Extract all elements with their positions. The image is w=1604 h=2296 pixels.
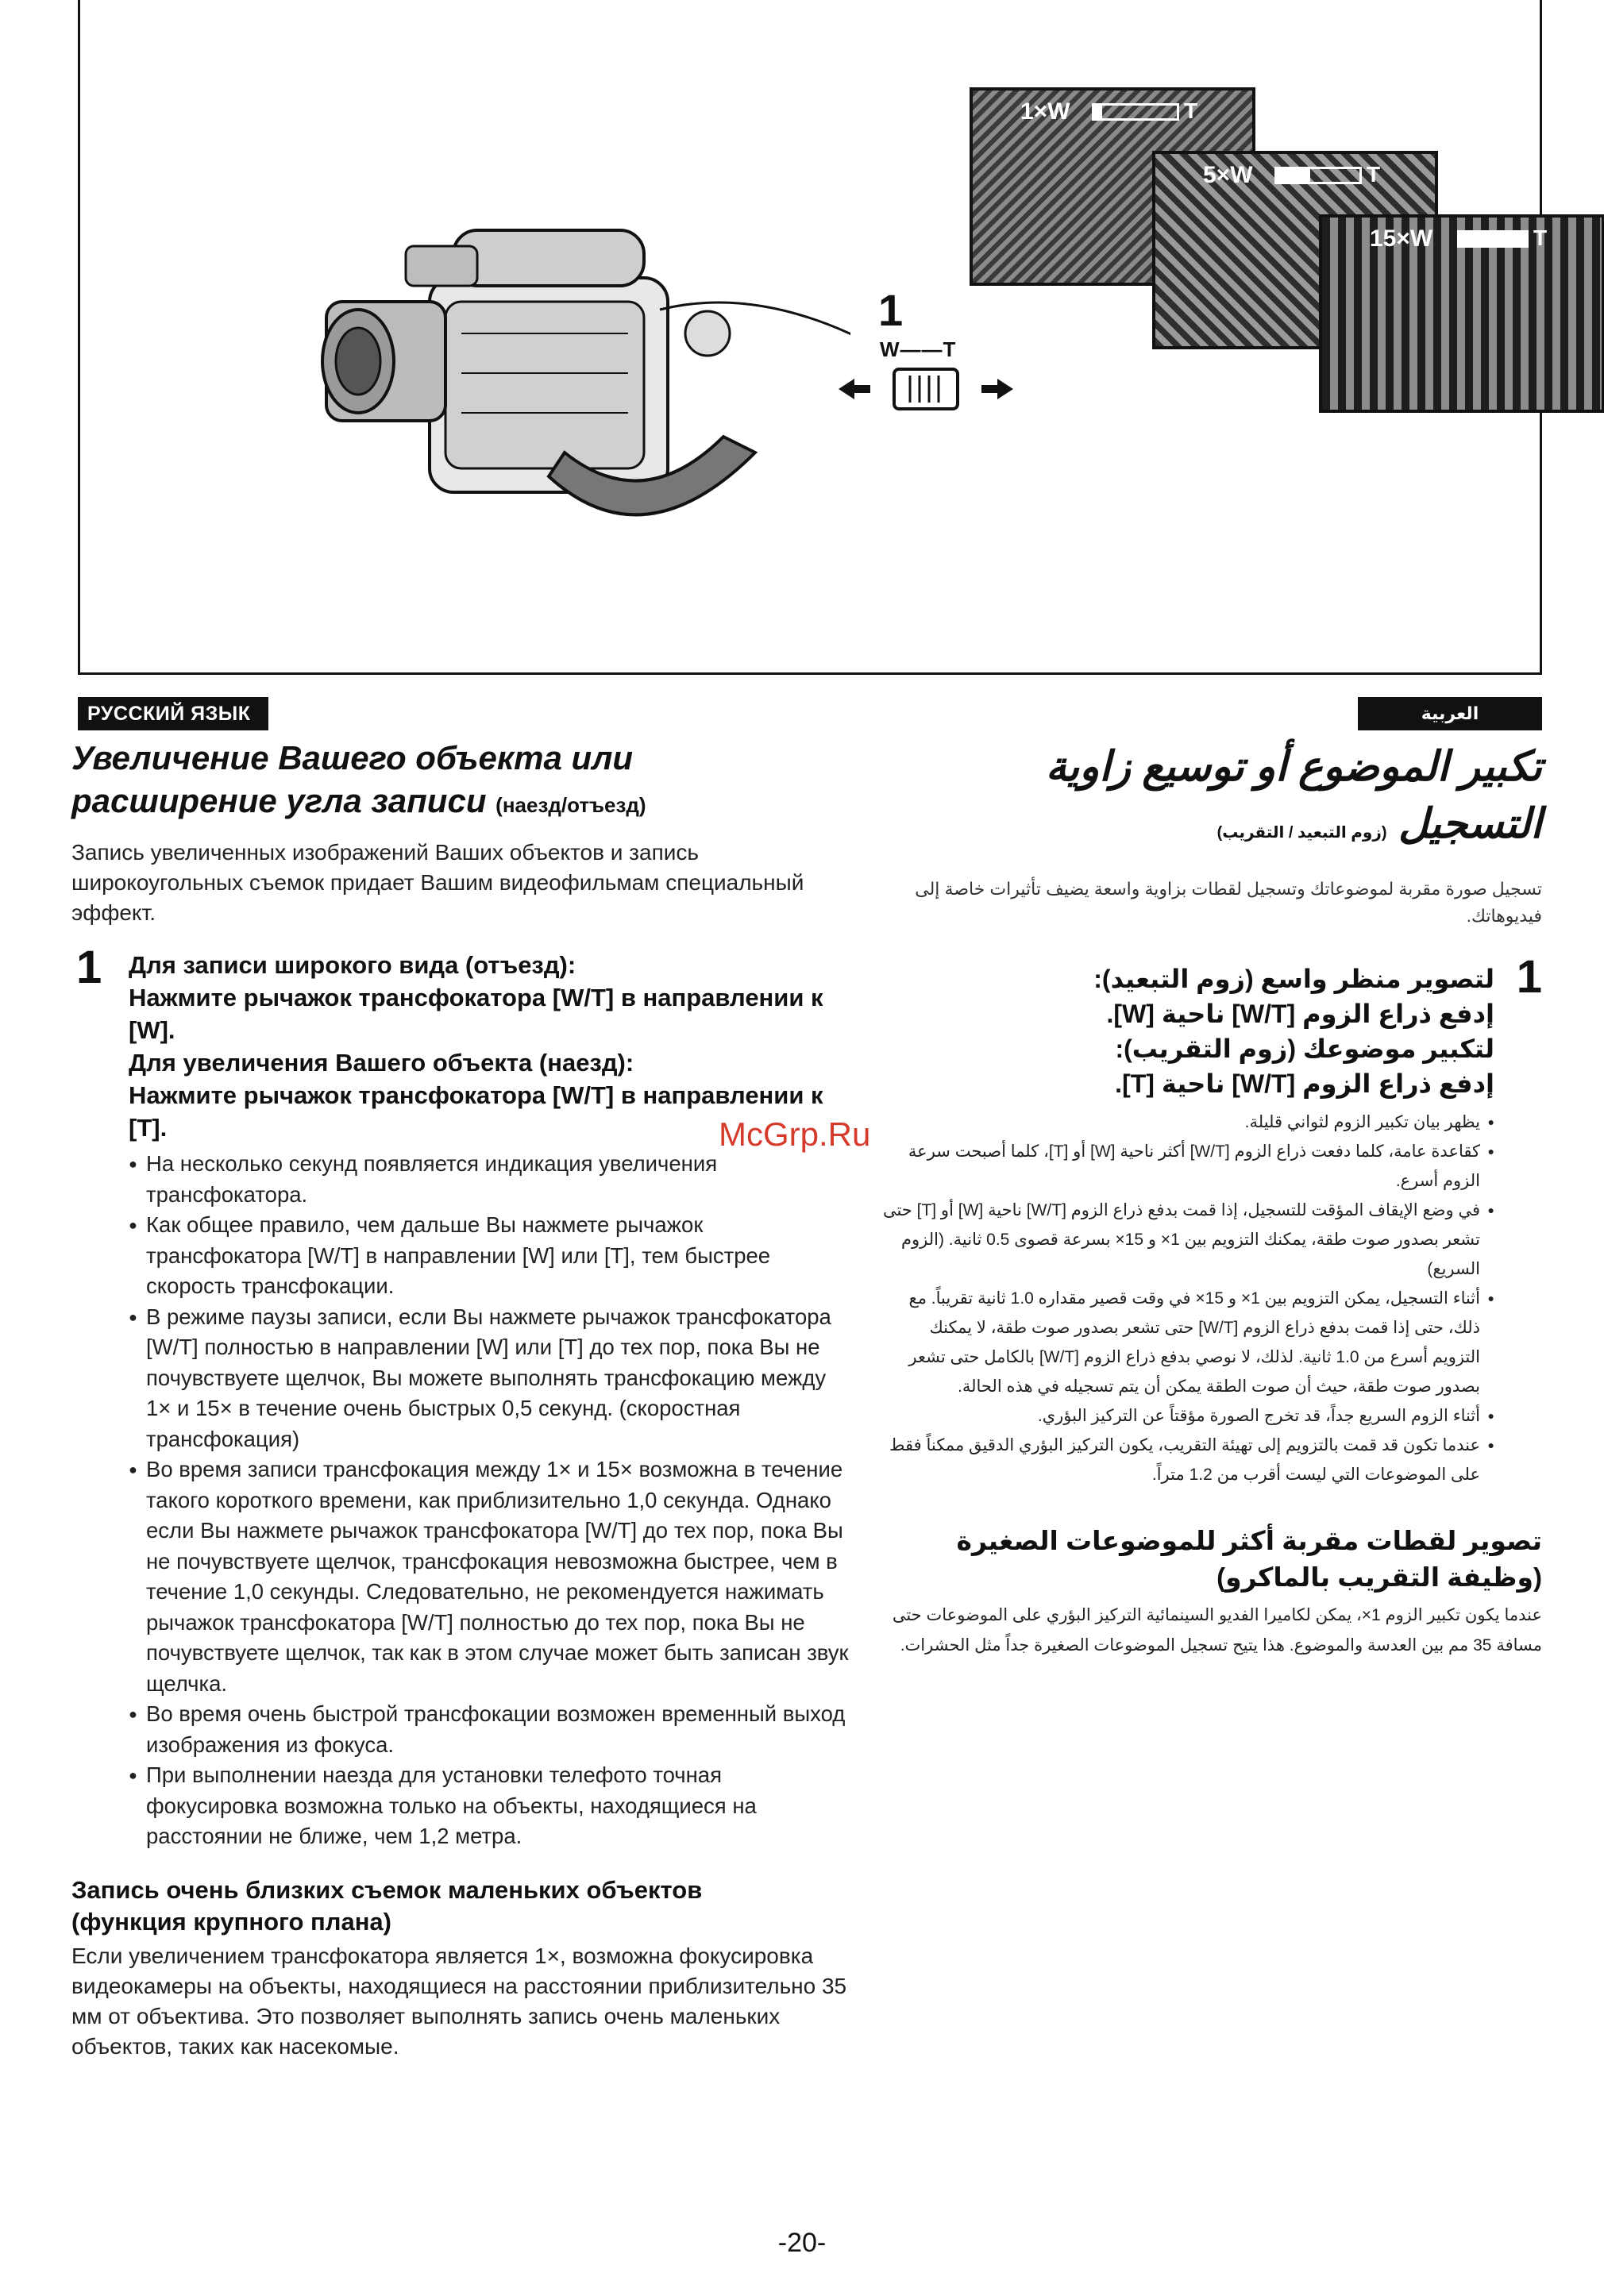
zoom-indicator-label: 5×W bbox=[1203, 162, 1253, 188]
ru-title-line-2: расширение угла записи bbox=[71, 782, 487, 819]
ar-step-instructions bbox=[881, 961, 1494, 1101]
ar-title-line-2: التسجيل bbox=[1398, 801, 1542, 847]
zoom-indicator-bar bbox=[1092, 103, 1179, 121]
ru-step-line: Для увеличения Вашего объекта (наезд): bbox=[129, 1049, 634, 1077]
watermark: McGrp.Ru bbox=[719, 1115, 871, 1153]
ar-note: ● أثناء التسجيل، يمكن التزويم بين 1× و 15× في وقت قصير مقداره 1.0 ثانية تقريباً. مع ذلك، حتى إذا قمت بدفع ذراع الزوم [W/T] حتى تشعر بصدور صوت طقة، لا يمكنك التزويم أسرع من 1.0 ثانية. لذلك، لا نوصي بدفع ذراع الزوم [W/T] بالكامل حتى تشعر بصدور صوت طقة، حيث أن صوت الطقة يمكن أن يتم تسجيله في هذه الحالة. bbox=[881, 1284, 1494, 1401]
ru-macro-text: Если увеличением трансфокатора является 1×, возможна фокусировка видеокамеры на объекты, находящиеся на расстоянии приблизительно 35 мм от объектива. Это позволяет выполнять запись очень маленьких объектов, таких как насекомые. bbox=[71, 1943, 847, 2059]
ar-intro: تسجيل صورة مقربة لموضوعاتك وتسجيل لقطات بزاوية واسعة يضيف تأثيرات خاصة إلى فيديوهاتك. bbox=[915, 879, 1542, 926]
ru-notes-list bbox=[129, 1149, 850, 1852]
ar-macro-heading bbox=[881, 1523, 1542, 1596]
ru-note: ● Во время записи трансфокация между 1× и 15× возможна в течение такого короткого времени, как приблизительно 1,0 секунда. Однако если Вы нажмете рычажок трансфокатора [W/T] до тех пор, пока Вы не почувствуете щелчок, трансфокация невозможна быстрее, чем в течение 1,0 секунды. Следовательно, не рекомендуется нажимать рычажок трансфокатора [W/T] полностью до тех пор, пока Вы не почувствуете щелчок, так как в этом случае может быть записан звук щелчка. bbox=[129, 1454, 850, 1699]
step-number-label: 1 bbox=[878, 285, 904, 335]
ar-step-1 bbox=[881, 951, 1542, 1489]
ru-title-sub: (наезд/отъезд) bbox=[495, 793, 646, 817]
camcorder-illustration bbox=[310, 214, 850, 587]
ru-note: ● Как общее правило, чем дальше Вы нажмете рычажок трансфокатора [W/T] в направлении [W] или [T], тем быстрее скорость трансфокации. bbox=[129, 1210, 850, 1302]
ru-macro-heading-line-1: Запись очень близких съемок маленьких объектов bbox=[71, 1875, 703, 1904]
ru-note: ● При выполнении наезда для установки телефото точная фокусировка возможна только на объекты, находящиеся на расстоянии не ближе, чем 1,2 метра. bbox=[129, 1760, 850, 1852]
zoom-indicator-t: T bbox=[1533, 225, 1548, 250]
zoom-indicator-bar bbox=[1457, 230, 1529, 248]
ar-note: ● كقاعدة عامة، كلما دفعت ذراع الزوم [W/T] أكثر ناحية [W] أو [T]، كلما أصبحت سرعة الزوم أسرع. bbox=[881, 1137, 1494, 1196]
zoom-indicator-label: 15×W bbox=[1370, 225, 1433, 252]
ar-macro-text: عندما يكون تكبير الزوم 1×، يمكن لكاميرا الفديو السينمائية التركيز البؤري على الموضوعات حتى مسافة 35 مم بين العدسة والموضوع. هذا يتيح تسجيل الموضوعات الصغيرة جداً مثل الحشرات. bbox=[892, 1606, 1542, 1655]
zoom-thumbnail-15x bbox=[1319, 214, 1604, 413]
arabic-column bbox=[881, 738, 1542, 1661]
ru-step-line: Нажмите рычажок трансфокатора [W/T] в направлении к [T]. bbox=[129, 1081, 823, 1142]
zoom-indicator-label: 1×W bbox=[1020, 98, 1070, 125]
ru-step-line: Нажмите рычажок трансфокатора [W/T] в направлении к [W]. bbox=[129, 984, 823, 1044]
ar-macro-heading-line-2: (وظيفة التقريب بالماكرو) bbox=[1216, 1562, 1542, 1592]
ar-notes-list bbox=[881, 1108, 1494, 1489]
page-number: -20- bbox=[777, 2228, 827, 2258]
ru-macro-heading bbox=[71, 1874, 850, 1938]
ar-note: ● في وضع الإيقاف المؤقت للتسجيل، إذا قمت بدفع ذراع الزوم [W/T] ناحية [W] أو [T] حتى تشعر بصدور صوت طقة، يمكنك التزويم بين 1× و 15× بسرعة قصوى 0.5 ثانية. (الزوم السريع) bbox=[881, 1196, 1494, 1284]
zoom-lever-icon bbox=[839, 361, 1029, 417]
ru-section-title bbox=[71, 737, 850, 826]
russian-language-label: РУССКИЙ ЯЗЫК bbox=[78, 697, 268, 730]
zoom-indicator-bar bbox=[1274, 167, 1362, 184]
ar-macro-heading-line-1: تصوير لقطات مقربة أكثر للموضوعات الصغيرة bbox=[956, 1526, 1542, 1555]
ar-step-line: إدفع ذراع الزوم [W/T] ناحية [W]. bbox=[1106, 1000, 1494, 1028]
ar-step-number: 1 bbox=[1516, 951, 1542, 1003]
illustration-frame bbox=[78, 0, 1548, 675]
ar-section-title bbox=[881, 738, 1542, 861]
ru-title-line-1: Увеличение Вашего объекта или bbox=[71, 739, 633, 776]
ar-title-sub: (زوم التبعيد / التقريب) bbox=[1216, 824, 1387, 842]
ru-intro: Запись увеличенных изображений Ваших объектов и запись широкоугольных съемок придает Вашим видеофильмам специальный эффект. bbox=[71, 840, 804, 925]
ar-step-line: لتكبير موضوعك (زوم التقريب): bbox=[1115, 1034, 1494, 1063]
ru-macro-heading-line-2: (функция крупного плана) bbox=[71, 1907, 391, 1936]
ru-note: ● Во время очень быстрой трансфокации возможен временный выход изображения из фокуса. bbox=[129, 1699, 850, 1760]
zoom-indicator-t: T bbox=[1184, 98, 1198, 123]
ru-note: ● В режиме паузы записи, если Вы нажмете рычажок трансфокатора [W/T] полностью в направлении [W] или [T] до тех пор, пока Вы не почувствуете щелчок, Вы можете выполнять трансфокацию между 1× и 15× в течение очень быстрых 0,5 секунд. (скоростная трансфокация) bbox=[129, 1302, 850, 1455]
ar-note: ● أثناء الزوم السريع جداً، قد تخرج الصورة مؤقتاً عن التركيز البؤري. bbox=[881, 1401, 1494, 1431]
ar-step-line: إدفع ذراع الزوم [W/T] ناحية [T]. bbox=[1115, 1069, 1494, 1098]
ru-note: ● На несколько секунд появляется индикация увеличения трансфокатора. bbox=[129, 1149, 850, 1210]
zoom-indicator-t: T bbox=[1367, 162, 1381, 187]
ru-step-number: 1 bbox=[76, 942, 102, 993]
ar-note: ● يظهر بيان تكبير الزوم لثواني قليلة. bbox=[881, 1108, 1494, 1137]
wt-lever-label: W——T bbox=[880, 337, 957, 361]
russian-column bbox=[71, 737, 850, 2062]
ar-note: ● عندما تكون قد قمت بالتزويم إلى تهيئة التقريب، يكون التركيز البؤري الدقيق ممكناً فقط على الموضوعات التي ليست أقرب من 1.2 متراً. bbox=[881, 1431, 1494, 1489]
ar-title-line-1: تكبير الموضوع أو توسيع زاوية bbox=[1045, 744, 1542, 790]
ar-step-line: لتصوير منظر واسع (زوم التبعيد): bbox=[1093, 965, 1494, 993]
arabic-language-label: العربية bbox=[1358, 697, 1542, 730]
ru-step-line: Для записи широкого вида (отъезд): bbox=[129, 951, 576, 979]
ru-step-1 bbox=[71, 942, 850, 1852]
